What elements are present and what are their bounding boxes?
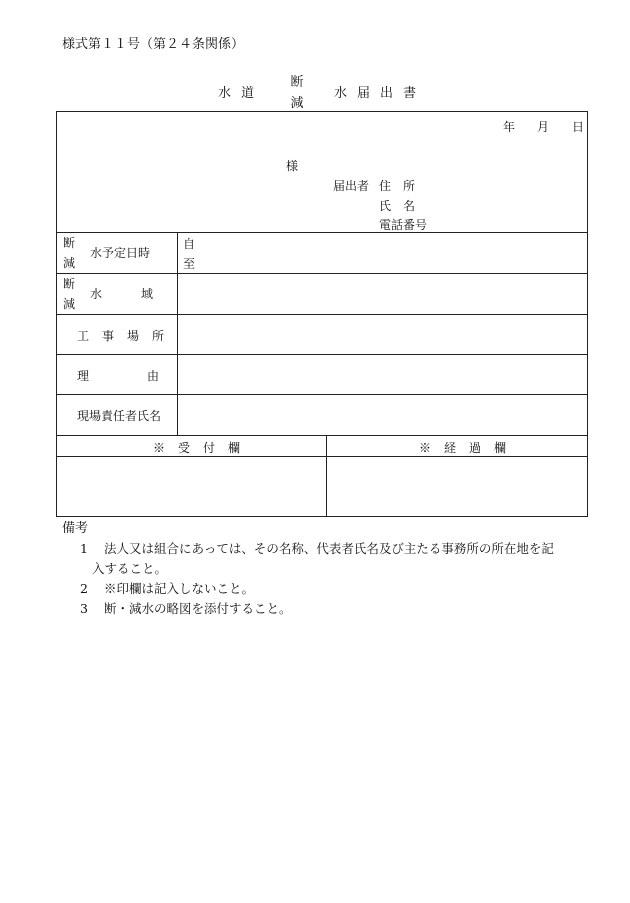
title-part2: 水届出書: [334, 86, 427, 101]
date-day: 日: [572, 120, 585, 134]
address-label: 住 所: [379, 179, 416, 193]
title-stack-bottom: 減: [290, 96, 304, 111]
note-text-continued: 入すること。: [92, 561, 168, 576]
area-stack-top: 断: [62, 277, 75, 291]
rule-6: [57, 435, 587, 436]
note-number: 3: [80, 601, 88, 616]
progress-column-heading: ※経過欄: [419, 441, 520, 455]
area-label-left: 水: [90, 287, 103, 301]
note-item-1-continued: [92, 559, 167, 579]
manager-label: 現場責任者氏名: [77, 409, 162, 423]
schedule-stack-bottom: 減: [62, 256, 75, 270]
note-item-1: [80, 539, 554, 559]
date-month: 月: [537, 120, 550, 134]
area-stack: [61, 274, 77, 314]
date-year: 年: [503, 120, 516, 134]
notes-heading: 備考: [62, 521, 89, 536]
form-number: 様式第１１号（第２４条関係）: [62, 37, 245, 52]
footer-column-divider: [326, 435, 327, 517]
rule-1: [57, 232, 587, 233]
note-text: 法人又は組合にあっては、その名称、代表者氏名及び主たる事務所の所在地を記: [103, 541, 554, 556]
note-item-3: [80, 599, 292, 619]
title-part1: 水道: [218, 86, 265, 101]
schedule-from-label: 自: [183, 237, 196, 251]
applicant-label: 届出者: [333, 179, 370, 193]
area-label-right: 域: [141, 287, 154, 301]
note-text: ※印欄は記入しないこと。: [103, 581, 254, 596]
label-column-divider: [177, 232, 178, 435]
area-stack-bottom: 減: [62, 297, 75, 311]
schedule-label: 水予定日時: [90, 246, 151, 260]
site-label: 工事場所: [77, 329, 178, 343]
note-number: 2: [80, 581, 88, 596]
name-label: 氏 名: [379, 199, 416, 213]
notification-form: [56, 111, 588, 517]
addressee-suffix: 様: [286, 159, 299, 173]
rule-7: [57, 456, 587, 457]
rule-2: [57, 273, 587, 274]
schedule-stack-top: 断: [62, 236, 75, 250]
reception-column-heading: ※受付欄: [153, 441, 254, 455]
phone-label: 電話番号: [379, 218, 428, 232]
note-number: 1: [80, 541, 88, 556]
title-stack: [289, 72, 305, 114]
schedule-to-label: 至: [183, 257, 196, 271]
rule-5: [57, 394, 587, 395]
reason-label-left: 理: [77, 369, 90, 383]
note-item-2: [80, 579, 254, 599]
schedule-stack: [61, 233, 77, 273]
reason-label-right: 由: [147, 369, 160, 383]
title-stack-top: 断: [290, 75, 304, 90]
rule-4: [57, 354, 587, 355]
note-text: 断・減水の略図を添付すること。: [103, 601, 292, 616]
rule-3: [57, 314, 587, 315]
